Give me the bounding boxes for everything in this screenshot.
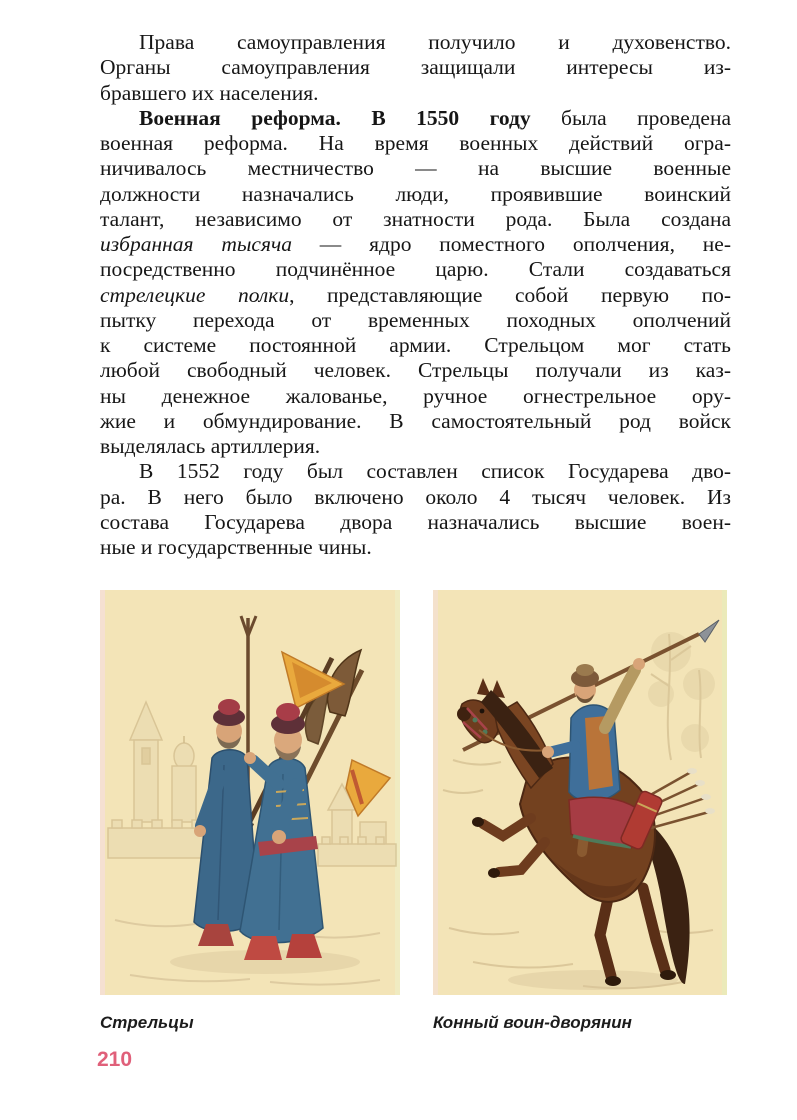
figure-streltsy <box>100 590 400 1033</box>
text-line: жие и обмундирование. В самостоятельный род войск <box>100 408 731 433</box>
text-line: избранная тысяча — ядро поместного ополчения, не- <box>100 232 731 256</box>
text-line: бравшего их населения. <box>100 80 319 105</box>
text-line: пытку перехода от временных походных ополчений <box>100 307 731 332</box>
text-line: к системе постоянной армии. Стрельцом мог стать <box>100 333 731 357</box>
text-line: талант, независимо от знатности рода. Была создана <box>100 206 731 231</box>
text-line: состава Государева двора назначались высшие воен- <box>100 509 731 534</box>
text-line: Права самоуправления получило и духовенство. <box>139 30 731 54</box>
text-line: Военная реформа. В 1550 году была проведена <box>139 105 731 130</box>
figure-horseman <box>433 590 727 1033</box>
streltsy-illustration <box>100 590 400 995</box>
page-number: 210 <box>97 1048 133 1071</box>
text-line: стрелецкие полки, представляющие собой первую по- <box>100 282 731 307</box>
horseman-illustration <box>433 590 727 995</box>
text-line: ничивалось местничество — на высшие военные <box>100 156 731 181</box>
text-line: Органы самоуправления защищали интересы из- <box>100 55 731 80</box>
body-text <box>100 30 731 560</box>
text-line: любой свободный человек. Стрельцы получали из каз- <box>100 358 731 383</box>
text-line: ные и государственные чины. <box>100 535 372 559</box>
figure-caption-streltsy: Стрельцы <box>100 1013 194 1032</box>
text-line: военная реформа. На время военных действий огра- <box>100 131 731 155</box>
text-line: посредственно подчинённое царю. Стали создаваться <box>100 257 731 282</box>
text-line: выделялась артиллерия. <box>100 434 321 458</box>
text-line: ра. В него было включено около 4 тысяч человек. Из <box>100 484 731 509</box>
text-line: должности назначались люди, проявившие воинский <box>100 181 731 206</box>
figure-caption-horseman: Конный воин-дворянин <box>433 1013 632 1032</box>
text-line: В 1552 году был составлен список Государева дво- <box>139 459 731 484</box>
text-line: ны денежное жалованье, ручное огнестрельное ору- <box>100 383 731 408</box>
